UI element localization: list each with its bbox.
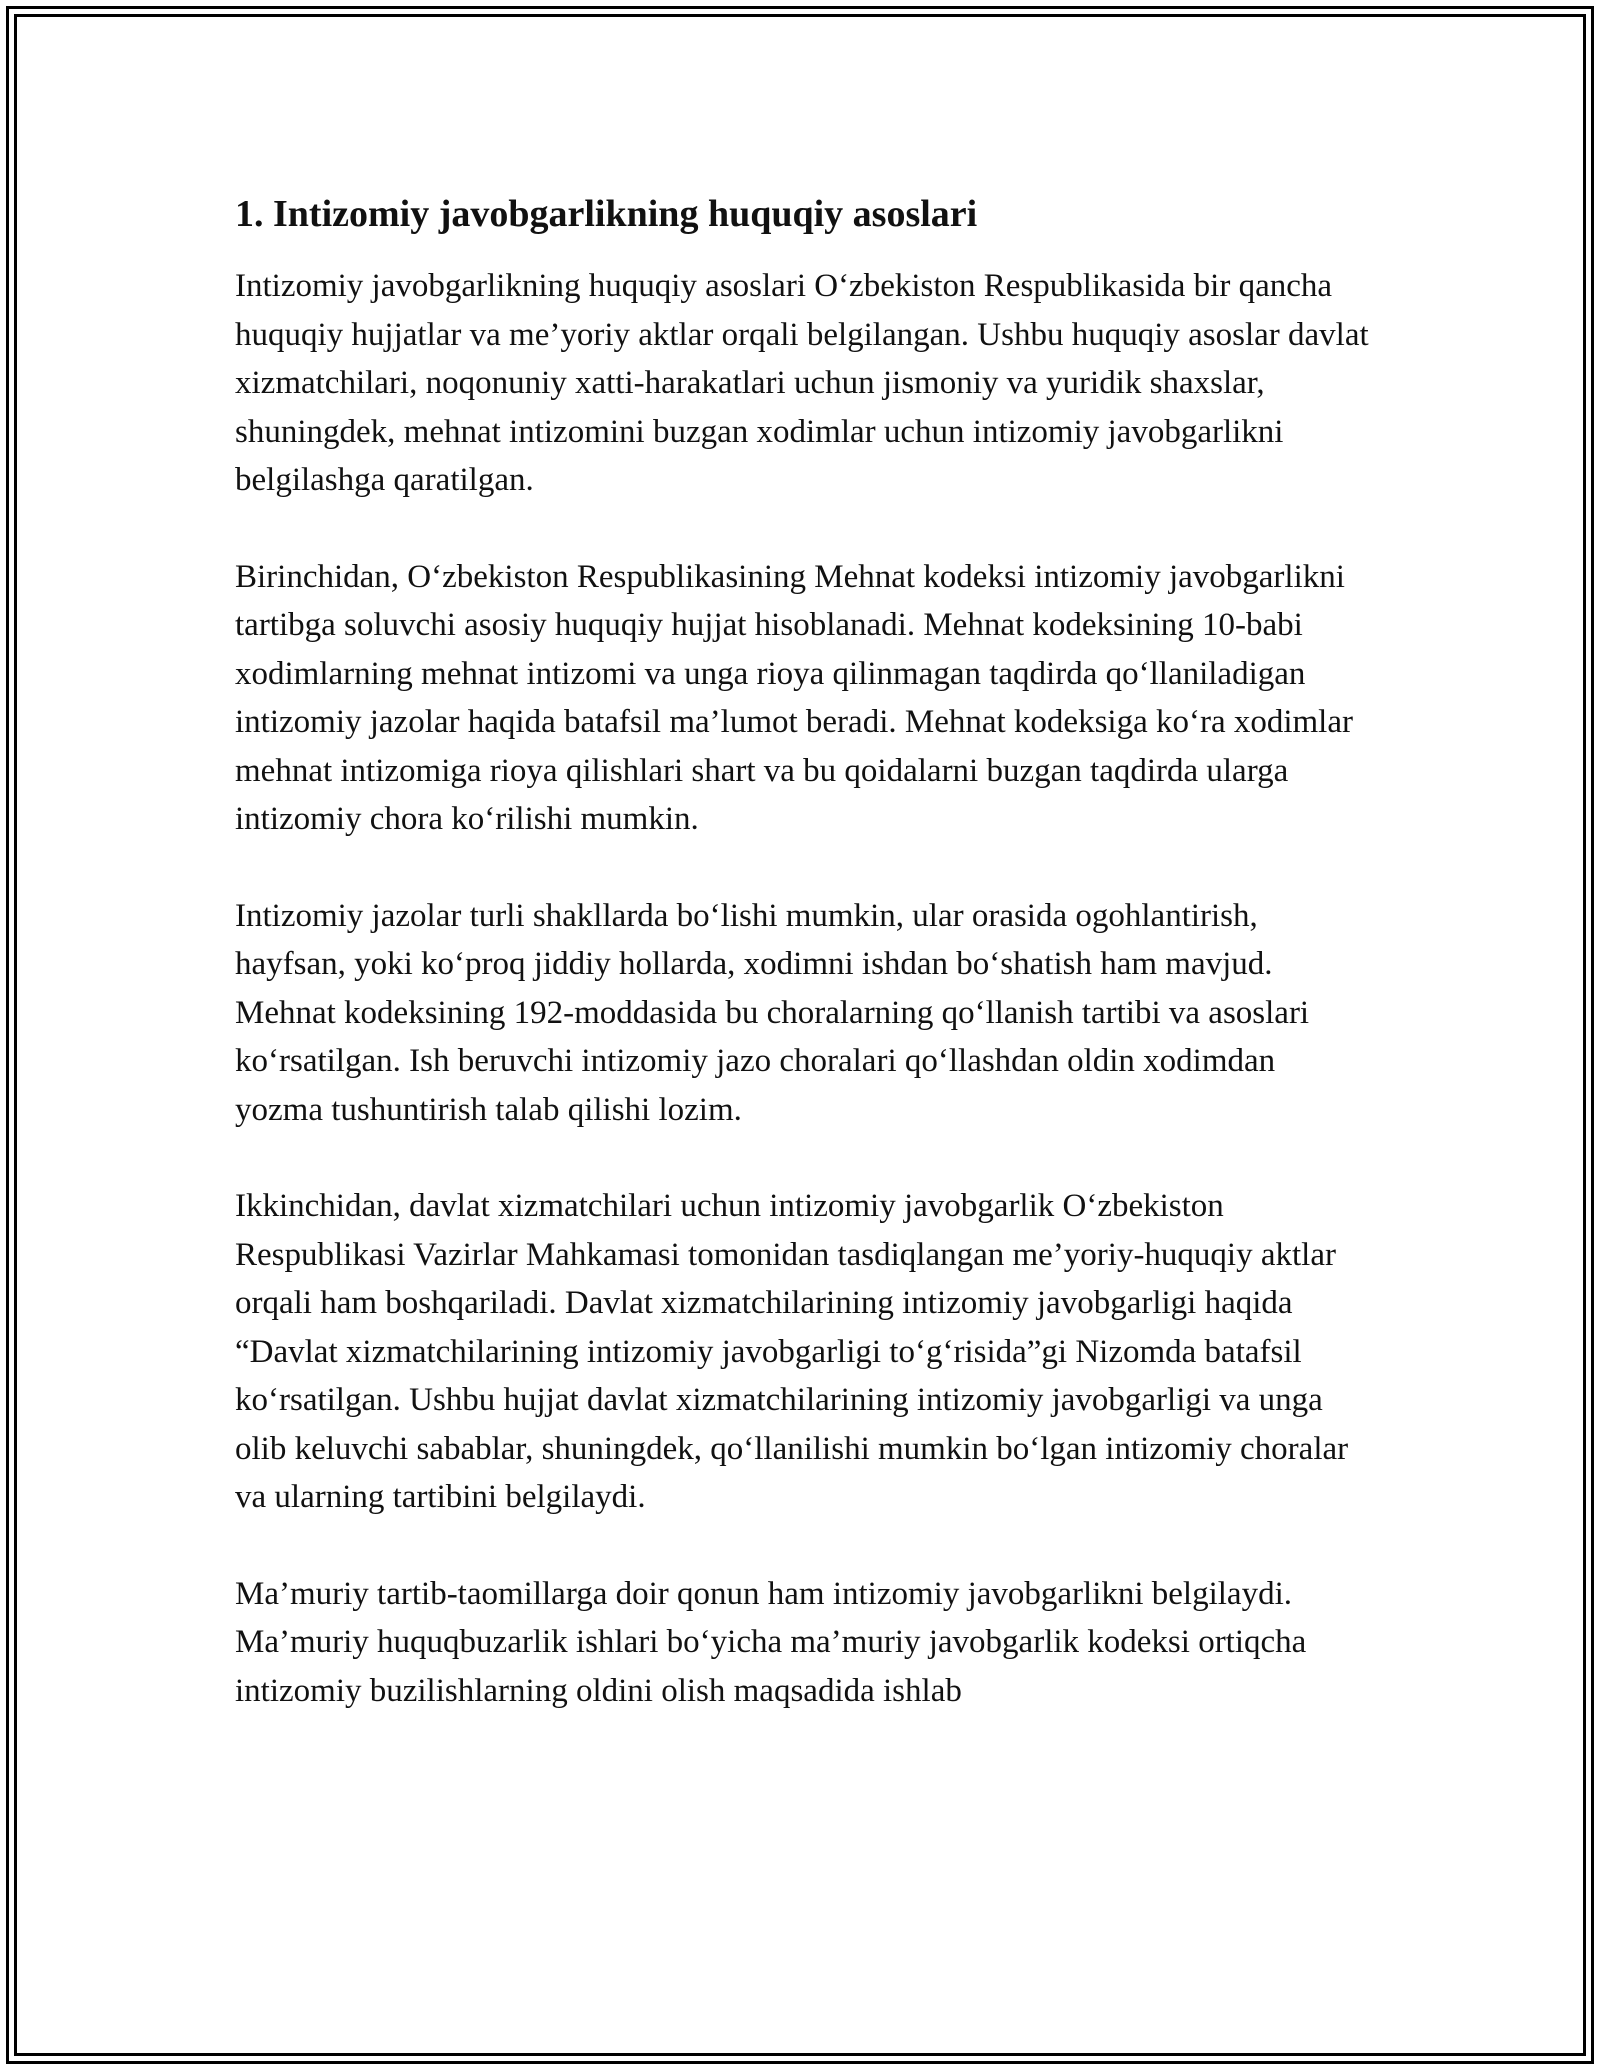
paragraph-4: Ikkinchidan, davlat xizmatchilari uchun intizomiy javobgarlik O‘zbekiston Respublikasi Vazirlar Mahkamasi tomonidan tasdiqlangan me’yoriy-huquqiy aktlar orqali ham boshqariladi. Davlat xizmatchilarining intizomiy javobgarligi haqida “Davlat xizmatchilarining intizomiy javobgarligi to‘g‘risida”gi Nizomda batafsil ko‘rsatilgan. Ushbu hujjat davlat xizmatchilarining intizomiy javobgarligi va unga olib keluvchi sabablar, shuningdek, qo‘llanilishi mumkin bo‘lgan intizomiy choralar va ularning tartibini belgilaydi. xyxy=(235,1188,1349,1515)
paragraph-3: Intizomiy jazolar turli shakllarda bo‘lishi mumkin, ular orasida ogohlantirish, hayfsan, yoki ko‘proq jiddiy hollarda, xodimni ishdan bo‘shatish ham mavjud. Mehnat kodeksining 192-moddasida bu choralarning qo‘llanish tartibi va asoslari ko‘rsatilgan. Ish beruvchi intizomiy jazo choralari qo‘llashdan oldin xodimdan yozma tushuntirish talab qilishi lozim. xyxy=(235,897,1310,1128)
document-body xyxy=(235,186,1370,1763)
paragraph-2: Birinchidan, O‘zbekiston Respublikasining Mehnat kodeksi intizomiy javobgarlikni tartibga soluvchi asosiy huquqiy hujjat hisoblanadi. Mehnat kodeksining 10-babi xodimlarning mehnat intizomi va unga rioya qilinmagan taqdirda qo‘llaniladigan intizomiy jazolar haqida batafsil ma’lumot beradi. Mehnat kodeksiga ko‘ra xodimlar mehnat intizomiga rioya qilishlari shart va bu qoidalarni buzgan taqdirda ularga intizomiy chora ko‘rilishi mumkin. xyxy=(235,558,1353,837)
section-heading: 1. Intizomiy javobgarlikning huquqiy asoslari xyxy=(235,193,978,235)
paragraph-5: Ma’muriy tartib-taomillarga doir qonun ham intizomiy javobgarlikni belgilaydi. Ma’muriy huquqbuzarlik ishlari bo‘yicha ma’muriy javobgarlik kodeksi ortiqcha intizomiy buzilishlarning oldini olish maqsadida ishlab xyxy=(235,1575,1307,1709)
paragraph-1: Intizomiy javobgarlikning huquqiy asoslari O‘zbekiston Respublikasida bir qancha huquqiy hujjatlar va me’yoriy aktlar orqali belgilangan. Ushbu huquqiy asoslar davlat xizmatchilari, noqonuniy xatti-harakatlari uchun jismoniy va yuridik shaxslar, shuningdek, mehnat intizomini buzgan xodimlar uchun intizomiy javobgarlikni belgilashga qaratilgan. xyxy=(235,268,1369,498)
